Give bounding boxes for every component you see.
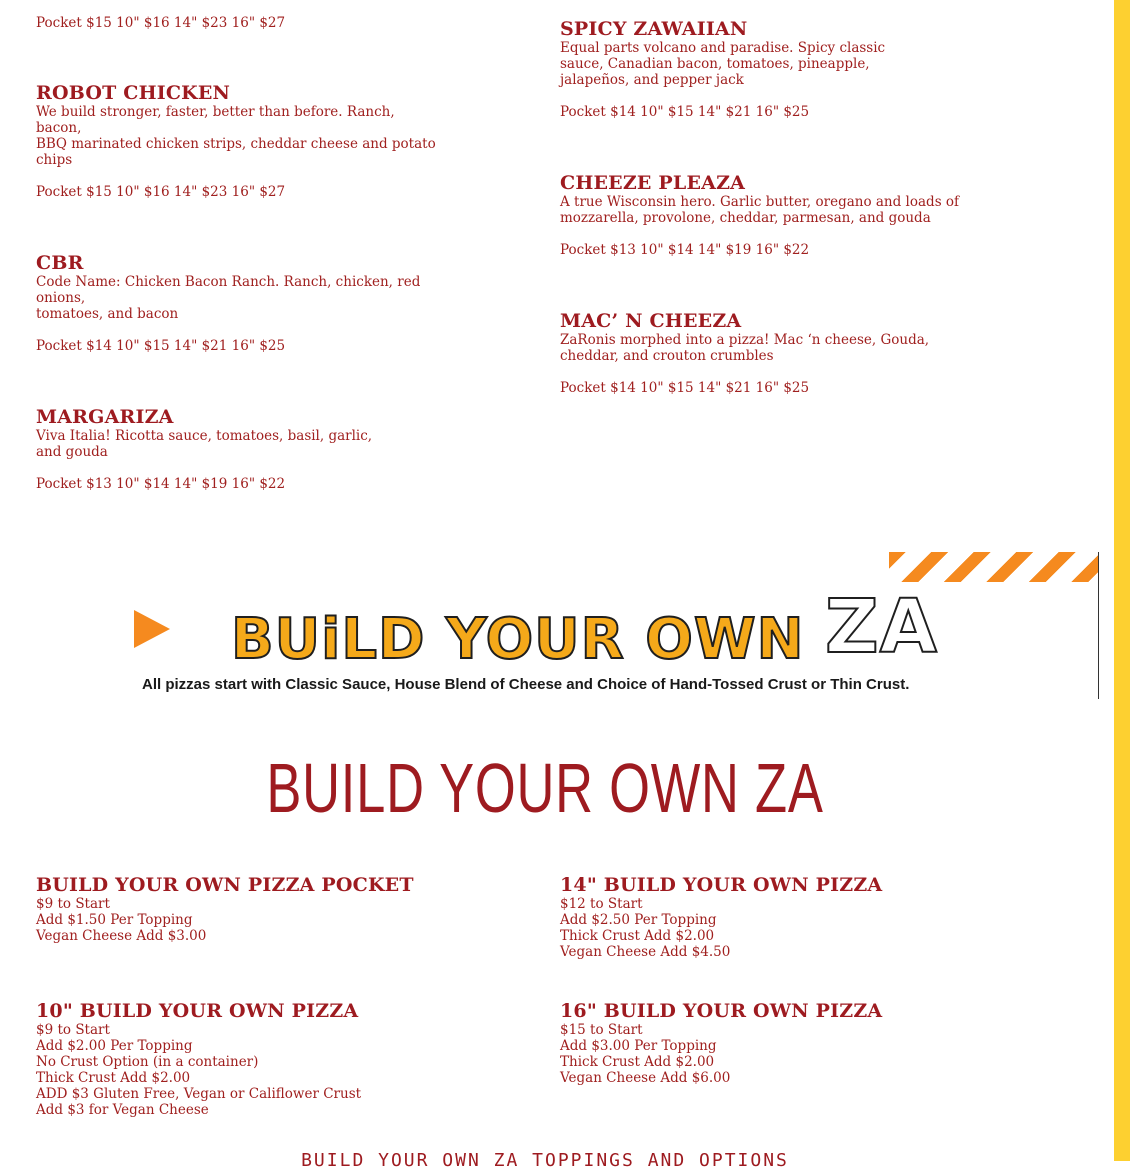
- item-desc: Equal parts volcano and paradise. Spicy classic sauce, Canadian bacon, tomatoes, pineapple, jalapeños, and pepper jack: [560, 40, 886, 88]
- byo-line: Add $3.00 Per Topping: [560, 1038, 717, 1054]
- item-desc-line: tomatoes, and bacon: [36, 306, 179, 322]
- build-your-own-banner: [36, 552, 1099, 699]
- item-desc-line: BBQ marinated chicken strips, cheddar cheese and potato chips: [36, 136, 436, 168]
- toppings-title: BUILD YOUR OWN ZA TOPPINGS AND OPTIONS: [301, 1150, 789, 1171]
- banner-title: [231, 584, 938, 676]
- item-price: Pocket $14 10" $15 14" $21 16" $25: [36, 338, 286, 354]
- item-desc: Viva Italia! Ricotta sauce, tomatoes, basil, garlic, and gouda: [36, 428, 373, 460]
- byo-name: 10" BUILD YOUR OWN PIZZA: [36, 1000, 359, 1022]
- menu-item-cbr: [36, 252, 436, 354]
- byo-line: Vegan Cheese Add $3.00: [36, 928, 207, 944]
- item-desc: A true Wisconsin hero. Garlic butter, oregano and loads of mozzarella, provolone, cheddar, parmesan, and gouda: [560, 194, 960, 226]
- play-icon: [134, 610, 170, 648]
- item-price: Pocket $14 10" $15 14" $21 16" $25: [560, 380, 810, 396]
- banner-subtitle: All pizzas start with Classic Sauce, House Blend of Cheese and Choice of Hand-Tossed Crust or Thin Crust.: [142, 676, 910, 693]
- menu-item-robot-chicken: [36, 82, 436, 200]
- byo-line: Thick Crust Add $2.00: [36, 1070, 191, 1086]
- item-name: MAC’ N CHEEZA: [560, 310, 742, 332]
- item-name: SPICY ZAWAIIAN: [560, 18, 748, 40]
- byo-line: Thick Crust Add $2.00: [560, 1054, 715, 1070]
- byo-line: Thick Crust Add $2.00: [560, 928, 715, 944]
- byo-line: $12 to Start: [560, 896, 643, 912]
- menu-item-mac-n-cheeza: [560, 310, 930, 396]
- byo-line: $9 to Start: [36, 896, 110, 912]
- byo-line: $15 to Start: [560, 1022, 643, 1038]
- item-price: Pocket $15 10" $16 14" $23 16" $27: [36, 15, 286, 31]
- menu-item-margariza: [36, 406, 396, 492]
- item-desc: ZaRonis morphed into a pizza! Mac ‘n cheese, Gouda, cheddar, and crouton crumbles: [560, 332, 930, 364]
- banner-title-za: ZA: [825, 584, 938, 670]
- byo-name: 16" BUILD YOUR OWN PIZZA: [560, 1000, 883, 1022]
- byo-name: BUILD YOUR OWN PIZZA POCKET: [36, 874, 414, 896]
- byo-line: $9 to Start: [36, 1022, 110, 1038]
- item-desc-line: We build stronger, faster, better than before. Ranch, bacon,: [36, 104, 395, 136]
- byo-pizza-pocket: [36, 874, 456, 944]
- banner-stripes: [889, 552, 1098, 582]
- item-price: Pocket $13 10" $14 14" $19 16" $22: [560, 242, 810, 258]
- byo-10-inch: [36, 1000, 456, 1118]
- item-name: ROBOT CHICKEN: [36, 82, 231, 104]
- menu-item-partial: [36, 15, 436, 31]
- item-name: CBR: [36, 252, 84, 274]
- byo-line: ADD $3 Gluten Free, Vegan or Califlower Crust: [36, 1086, 362, 1102]
- byo-line: Add $3 for Vegan Cheese: [36, 1102, 209, 1118]
- item-price: Pocket $14 10" $15 14" $21 16" $25: [560, 104, 810, 120]
- byo-line: Vegan Cheese Add $6.00: [560, 1070, 731, 1086]
- menu-item-cheeze-pleaza: [560, 172, 960, 258]
- item-desc-line: Code Name: Chicken Bacon Ranch. Ranch, chicken, red onions,: [36, 274, 421, 306]
- item-name: MARGARIZA: [36, 406, 174, 428]
- banner-title-main: BUiLD YOUR OWN: [231, 607, 805, 672]
- byo-16-inch: [560, 1000, 960, 1086]
- byo-line: Vegan Cheese Add $4.50: [560, 944, 731, 960]
- byo-line: Add $1.50 Per Topping: [36, 912, 193, 928]
- byo-14-inch: [560, 874, 960, 960]
- byo-line: Add $2.00 Per Topping: [36, 1038, 193, 1054]
- item-price: Pocket $13 10" $14 14" $19 16" $22: [36, 476, 286, 492]
- byo-name: 14" BUILD YOUR OWN PIZZA: [560, 874, 883, 896]
- byo-line: No Crust Option (in a container): [36, 1054, 259, 1070]
- byo-line: Add $2.50 Per Topping: [560, 912, 717, 928]
- menu-item-spicy-zawaiian: [560, 18, 930, 120]
- item-name: CHEEZE PLEAZA: [560, 172, 746, 194]
- item-price: Pocket $15 10" $16 14" $23 16" $27: [36, 184, 286, 200]
- right-accent-bar: [1114, 0, 1130, 1161]
- section-title: BUILD YOUR OWN ZA: [266, 749, 824, 827]
